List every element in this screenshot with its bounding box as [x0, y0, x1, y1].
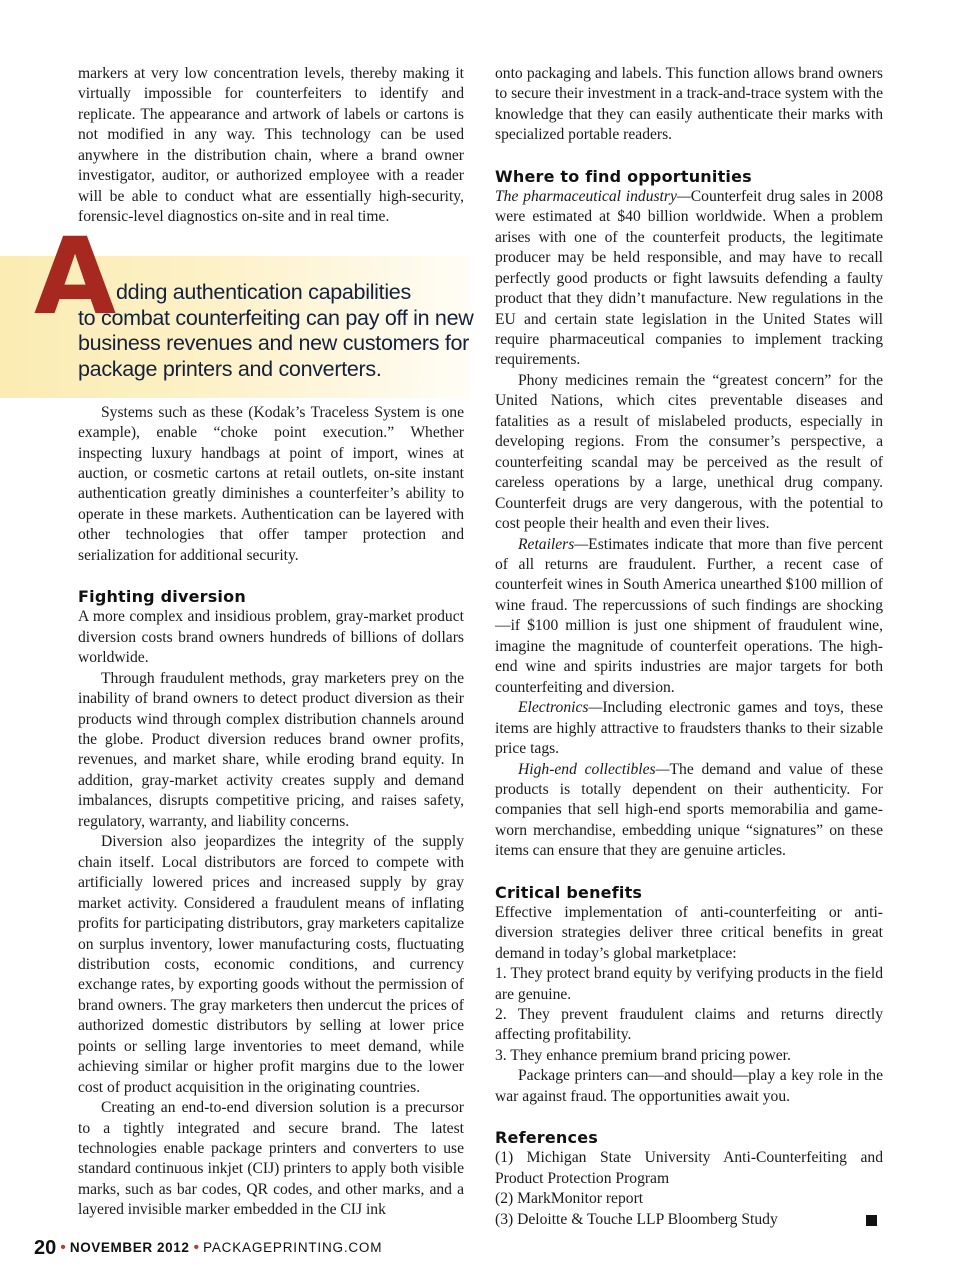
closing-paragraph: Package printers can—and should—play a key role in the war against fraud. The opportunities await you.	[495, 1067, 883, 1105]
pull-quote-first-line: dding authentication capabilities	[116, 280, 411, 304]
footer-bullet-icon: •	[193, 1239, 200, 1256]
collectibles-paragraph	[495, 760, 883, 862]
retailers-paragraph	[495, 535, 883, 699]
retailers-body: Estimates indicate that more than five percent of all returns are fraudulent. Further, a recent case of counterfeit wines in South America unearthed $100 million of wine fraud. The repercussions of such findings are shocking—if $100 million is just one shipment of fraudulent wine, imagine the magnitude of counterfeit operations. The high-end wine and spirits industries are major targets for both counterfeiting and diversion.	[495, 535, 883, 696]
electronics-body: Including electronic games and toys, these items are highly attractive to fraudsters thanks to their sizable price tags.	[495, 699, 883, 758]
benefit-item-3: 3. They enhance premium brand pricing power.	[495, 1046, 791, 1064]
left-column	[78, 64, 464, 1221]
end-of-article-icon	[866, 1215, 877, 1226]
pull-quote	[78, 280, 478, 382]
diversion-paragraph-2: Through fraudulent methods, gray marketers prey on the inability of brand owners to detect product diversion as their products wind through complex distribution channels around the globe. Product diversion reduces brand owner profits, revenues, and market share, while eroding brand equity. In addition, gray-market activity creates supply and demand imbalances, disrupts competitive pricing, and raises safety, regulatory, warranty, and liability concerns.	[78, 669, 464, 830]
collectibles-lead: High-end collectibles—	[518, 760, 670, 778]
collectibles-body: The demand and value of these products is totally dependent on their authenticity. For companies that sell high-end sports memorabilia and game-worn merchandise, embedding unique “signatures” on these items can ensure that they are genuine articles.	[495, 760, 884, 860]
pull-quote-drop-cap: A	[34, 215, 114, 338]
pharma-paragraph	[495, 187, 883, 371]
pull-quote-rest: to combat counterfeiting can pay off in new business revenues and new customers for package printers and converters.	[78, 305, 474, 381]
heading-critical-benefits: Critical benefits	[495, 882, 643, 902]
diversion-paragraph-4: Creating an end-to-end diversion solution is a precursor to a tightly integrated and secure brand. The latest technologies enable package printers and converters to use standard continuous inkjet (CIJ) printers to apply both visible marks, such as bar codes, QR codes, and other marks, and a layered invisible marker embedded in the CIJ ink	[78, 1099, 464, 1219]
pharma-lead: The pharmaceutical industry—	[495, 187, 691, 205]
diversion-paragraph-1: A more complex and insidious problem, gray-market product diversion costs brand owners hundreds of billions of dollars worldwide.	[78, 608, 464, 667]
electronics-paragraph	[495, 698, 883, 759]
footer-issue: NOVEMBER 2012	[69, 1240, 190, 1255]
systems-paragraph: Systems such as these (Kodak’s Traceless System is one example), enable “choke point execution.” Whether inspecting luxury handbags at point of import, wines at auction, or cosmetic cartons at retail outlets, on-site instant authentication greatly diminishes a counterfeiter’s ability to operate in these markets. Authentication can be layered with other technologies that offer tamper protection and serialization for additional security.	[78, 403, 464, 564]
benefits-intro: Effective implementation of anti-counterfeiting or anti-diversion strategies deliver three critical benefits in great demand in today’s global marketplace:	[495, 903, 883, 962]
pharma-body: Counterfeit drug sales in 2008 were estimated at $40 billion worldwide. When a problem arises with one of the counterfeit products, the legitimate producer may be held responsible, and may have to recall perfectly good products or fight lawsuits defending a faulty product that they didn’t manufacture. New regulations in the EU and certain state legislation in the United States will require pharmaceutical companies to implement tracking requirements.	[495, 187, 883, 369]
reference-1: (1) Michigan State University Anti-Counterfeiting and Product Protection Program	[495, 1149, 883, 1187]
left-intro-paragraph: markers at very low concentration levels, thereby making it virtually impossible for counterfeiters to identify and replicate. The appearance and artwork of labels or cartons is not modified in any way. This technology can be used anywhere in the distribution chain, where a brand owner investigator, auditor, or authorized employee with a reader will be able to conduct what are essentially high-security, forensic-level diagnostics on-site and in real time.	[78, 65, 464, 226]
heading-where-to-find-opportunities: Where to find opportunities	[495, 166, 752, 186]
reference-3-text: (3) Deloitte & Touche LLP Bloomberg Study	[495, 1210, 778, 1228]
right-column	[495, 64, 883, 1230]
reference-2: (2) MarkMonitor report	[495, 1190, 644, 1208]
benefit-item-1: 1. They protect brand equity by verifying products in the field are genuine.	[495, 965, 883, 1003]
heading-references: References	[495, 1128, 598, 1148]
heading-fighting-diversion: Fighting diversion	[78, 587, 246, 607]
diversion-paragraph-3: Diversion also jeopardizes the integrity of the supply chain itself. Local distributors are forced to compete with artificially lowered prices and increased supply by gray market activity. Considered a fraudulent means of inflating profits for participating distributors, gray marketers capitalize on surplus inventory, lower manufacturing costs, fluctuating distribution costs, economic conditions, and currency exchange rates, by exporting goods without the permission of brand owners. The gray marketers then undercut the prices of authorized domestic distributors by selling at lower price points or selling large inventories to meet demand, while achieving similar or higher profit margins due to the lower cost of product acquisition in the originating countries.	[78, 833, 464, 1096]
electronics-lead: Electronics—	[518, 699, 603, 717]
reference-3	[495, 1210, 883, 1230]
right-intro-paragraph: onto packaging and labels. This function allows brand owners to secure their investment in a track-and-trace system with the knowledge that they can easily authenticate their marks with specialized portable readers.	[495, 65, 883, 144]
page-number: 20	[34, 1237, 57, 1259]
phony-medicines-paragraph: Phony medicines remain the “greatest concern” for the United Nations, which cites preventable diseases and fatalities as a result of mislabeled products, especially in developing regions. From the consumer’s perspective, a counterfeiting scandal may be perceived as the result of careless operations by a large, unethical drug company. Counterfeit drugs are very dangerous, with the potential to cost people their health and even their lives.	[495, 371, 883, 533]
retailers-lead: Retailers—	[518, 535, 589, 553]
benefit-item-2: 2. They prevent fraudulent claims and returns directly affecting profitability.	[495, 1006, 883, 1044]
page-footer	[34, 1237, 382, 1260]
footer-bullet-icon: •	[60, 1239, 66, 1256]
footer-site: PACKAGEPRINTING.COM	[203, 1240, 383, 1255]
